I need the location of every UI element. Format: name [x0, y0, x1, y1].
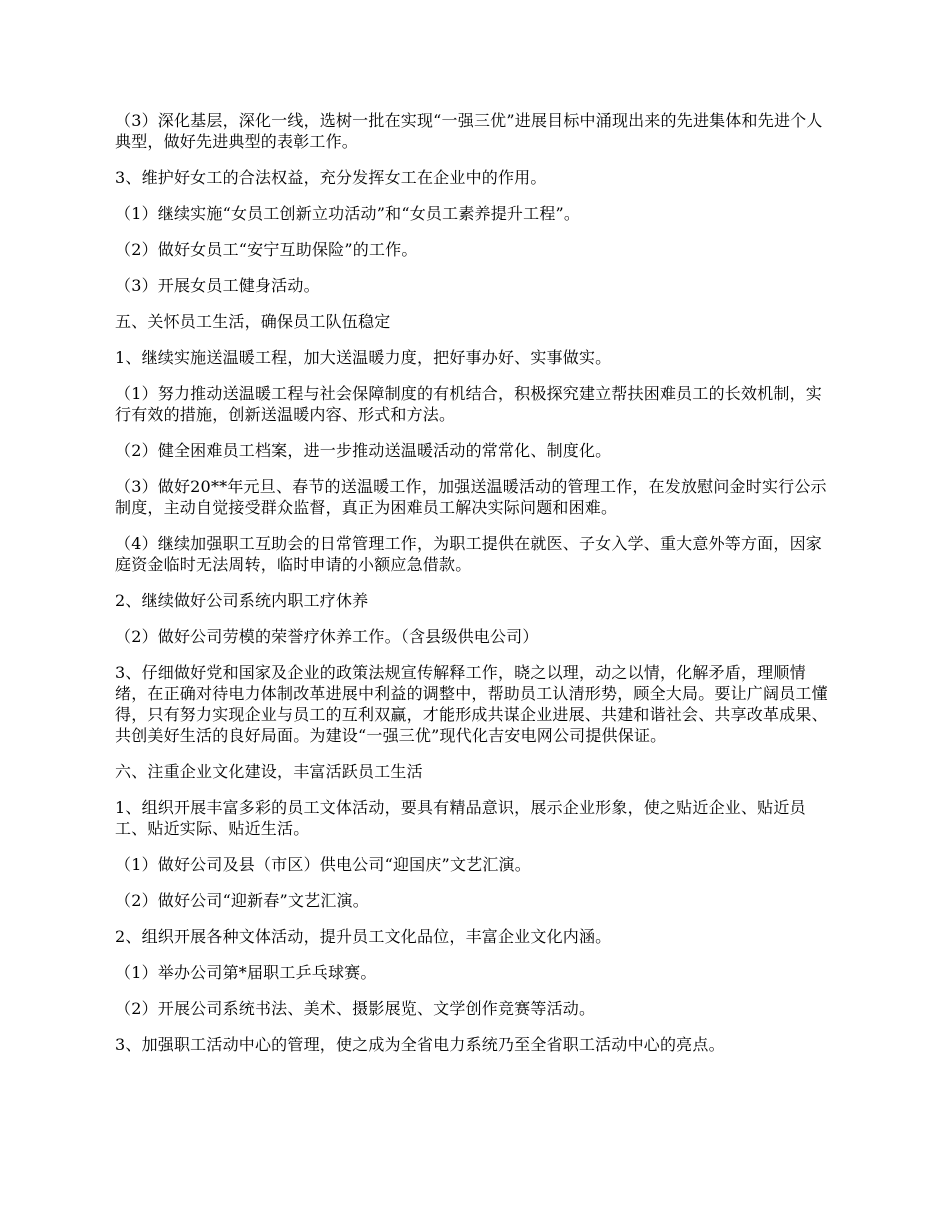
- paragraph: （1）做好公司及县（市区）供电公司“迎国庆”文艺汇演。: [115, 855, 531, 874]
- paragraph: （2）健全困难员工档案，进一步推动送温暖活动的常常化、制度化。: [115, 441, 612, 460]
- paragraph: （1）举办公司第*届职工乒乓球赛。: [115, 963, 377, 982]
- paragraph: 3、维护好女工的合法权益，充分发挥女工在企业中的作用。: [115, 168, 547, 187]
- paragraph: （2）做好公司劳模的荣誉疗休养工作。（含县级供电公司）: [115, 627, 539, 646]
- paragraph: （2）做好女员工“安宁互助保险”的工作。: [115, 240, 418, 259]
- section-heading: 六、注重企业文化建设，丰富活跃员工生活: [115, 762, 423, 781]
- paragraph: （1）努力推动送温暖工程与社会保障制度的有机结合，积极探究建立帮扶困难员工的长效机制，实行有效的措施，创新送温暖内容、形式和方法。: [115, 384, 822, 424]
- paragraph: （4）继续加强职工互助会的日常管理工作，为职工提供在就医、子女入学、重大意外等方面，因家庭资金临时无法周转，临时申请的小额应急借款。: [115, 534, 822, 574]
- paragraph: 1、继续实施送温暖工程，加大送温暖力度，把好事办好、实事做实。: [115, 348, 612, 367]
- paragraph: 1、组织开展丰富多彩的员工文体活动，要具有精品意识，展示企业形象，使之贴近企业、贴近员工、贴近实际、贴近生活。: [115, 798, 806, 838]
- paragraph: （3）深化基层，深化一线，选树一批在实现“一强三优”进展目标中涌现出来的先进集体和先进个人典型，做好先进典型的表彰工作。: [115, 111, 823, 151]
- paragraph: 2、继续做好公司系统内职工疗休养: [115, 591, 369, 610]
- section-heading: 五、关怀员工生活，确保员工队伍稳定: [115, 312, 391, 331]
- paragraph: 2、组织开展各种文体活动，提升员工文化品位，丰富企业文化内涵。: [115, 927, 612, 946]
- paragraph: （3）开展女员工健身活动。: [115, 276, 320, 295]
- paragraph: （2）做好公司“迎新春”文艺汇演。: [115, 891, 369, 910]
- paragraph: （1）继续实施“女员工创新立功活动”和“女员工素养提升工程”。: [115, 204, 581, 223]
- paragraph: 3、加强职工活动中心的管理，使之成为全省电力系统乃至全省职工活动中心的亮点。: [115, 1035, 725, 1054]
- paragraph: （2）开展公司系统书法、美术、摄影展览、文学创作竞赛等活动。: [115, 999, 596, 1018]
- paragraph: 3、仔细做好党和国家及企业的政策法规宣传解释工作，晓之以理，动之以情，化解矛盾，理顺情绪，在正确对待电力体制改革进展中利益的调整中，帮助员工认清形势，顾全大局。要让广阔员工懂得，只有努力实现企业与员工的互利双赢，才能形成共谋企业进展、共建和谐社会、共享改革成果、共创美好生活的良好局面。为建设“一强三优”现代化吉安电网公司提供保证。: [115, 663, 828, 745]
- document-body: [115, 110, 835, 1070]
- paragraph: （3）做好20**年元旦、春节的送温暖工作，加强送温暖活动的管理工作，在发放慰问金时实行公示制度，主动自觉接受群众监督，真正为困难员工解决实际问题和困难。: [115, 477, 827, 517]
